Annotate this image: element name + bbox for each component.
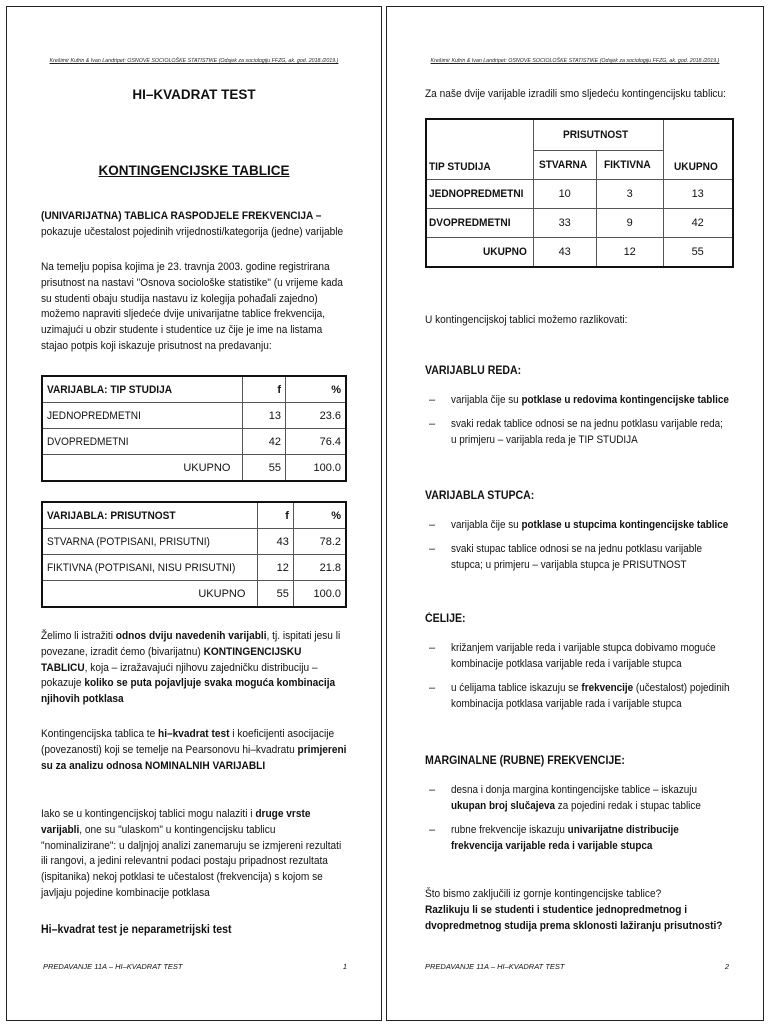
table-header-f: f — [258, 502, 293, 529]
row-variable-label: TIP STUDIJA — [429, 161, 491, 173]
table-header-percent: % — [293, 502, 346, 529]
bullet-dash: – — [429, 418, 436, 430]
footer-page-number: 1 — [342, 962, 347, 971]
cell-f: 13 — [243, 403, 286, 429]
section-heading-cells: ĆELIJE: — [425, 613, 466, 625]
total-label: UKUPNO — [483, 246, 527, 258]
text-run-bold: potklase u stupcima kontingencijske tablice — [521, 519, 729, 531]
list-item — [429, 541, 761, 573]
running-header: Krešimir Kufrin & Ivan Landripet: OSNOVE SOCIOLOŠKE STATISTIKE (Odsjek za sociologiju FFZG, ak. god. 2018./2019.) — [430, 58, 720, 64]
text-run: rubne frekvencije iskazuju — [451, 824, 568, 836]
paragraph-census: Na temelju popisa kojima je 23. travnja 2003. godine registrirana prisutnost na nastavi "Osnova sociološke statistike" (u vrijeme kada su studenti obaju studija nastavu iz kolegija pohađali zajedno) možemo napraviti sljedeće dvije univarijatne tablice frekvencija, uzimajući u obzir studente i studentice uz čije je ime na listama stajao potpis koji iskazuje prisutnost na predavanju: — [41, 261, 343, 352]
contingency-intro: Za naše dvije varijable izradili smo sljedeću kontingencijsku tablicu: — [425, 88, 726, 100]
text-run-bold: hi–kvadrat test — [158, 728, 230, 740]
bullet-dash: – — [429, 784, 436, 796]
table-total-row — [42, 455, 346, 482]
text-run: svaki stupac tablice odnosi se na jednu potklasu varijable stupca; u primjeru – varijabla stupca je PRISUTNOST — [451, 543, 702, 571]
page-1 — [6, 6, 382, 1021]
text-run: varijabla čije su — [451, 394, 522, 406]
table-header-f: f — [243, 376, 286, 403]
conclusion-question — [425, 887, 734, 934]
footer-lecture: PREDAVANJE 11A – HI–KVADRAT TEST — [425, 962, 565, 971]
bullet-dash: – — [429, 824, 436, 836]
row-label: DVOPREDMETNI — [47, 435, 129, 448]
text-run: u ćelijama tablice iskazuju se — [451, 682, 582, 694]
list-item — [429, 416, 761, 448]
row-label: FIKTIVNA (POTPISANI, NISU PRISUTNI) — [47, 561, 236, 574]
table-header-percent: % — [286, 376, 347, 403]
row-label: JEDNOPREDMETNI — [429, 188, 524, 200]
table-total-row — [426, 238, 733, 268]
paragraph-other-variables — [41, 807, 350, 902]
cell-marginal: 13 — [663, 180, 733, 209]
column-header-real: STVARNA — [538, 159, 587, 171]
table-row — [426, 209, 733, 238]
frequency-table-study-type — [41, 375, 347, 482]
cell-percent: 21.8 — [293, 555, 346, 581]
bullet-dash: – — [429, 519, 436, 531]
research-question: Razlikuju li se studenti i studentice jednopredmetnog i dvopredmetnog studija prema sklonosti laž​iranju prisutnosti? — [425, 903, 723, 932]
term-univariate-table: (UNIVARIJATNA) TABLICA RASPODJELE FREKVENCIJA – — [41, 210, 322, 222]
table-row — [42, 403, 346, 429]
row-label: STVARNA (POTPISANI, PRISUTNI) — [47, 535, 210, 548]
paragraph-chi-square-usage — [41, 727, 350, 774]
text-run: (učestalost) pojedinih kombinacija potklasa varijable rada i varijable stupca — [451, 682, 730, 710]
paragraph-relationship — [41, 629, 350, 708]
column-variable-list — [429, 517, 761, 581]
text-run-bold: ukupan broj slučajeva — [451, 800, 555, 812]
table-header-variable: VARIJABLA: TIP STUDIJA — [47, 383, 173, 396]
text-run: varijabla čije su — [451, 519, 522, 531]
section-heading-row-variable: VARIJABLU REDA: — [425, 365, 522, 377]
table-row — [42, 429, 346, 455]
marginal-list — [429, 782, 761, 862]
page-title: HI–KVADRAT TEST — [132, 87, 256, 102]
text-run: , one su "ulaskom" u kontingencijsku tablicu "nominalizirane": u daljnjoj analizi zanemaruju se izmjereni rezultati ili rangovi, a jedini relevantni podaci postaju pripadnost rezultata (ispitanika) nekoj potklasi te učestalost (frekvencija) s kojom se javljaju pojedine kombinacije potklasa — [41, 823, 342, 899]
text-run: svaki redak tablice odnosi se na jednu potklasu varijable reda; u primjeru – varijabla reda je TIP STUDIJA — [451, 418, 723, 446]
cell-marginal: 42 — [663, 209, 733, 238]
total-percent: 100.0 — [293, 581, 346, 608]
text-run-bold: druge vrste varijabli — [41, 808, 311, 836]
cell-f: 12 — [258, 555, 293, 581]
question-line: Što bismo zaključili iz gornje kontingencijske tablice? — [425, 888, 662, 900]
column-header-total: UKUPNO — [673, 161, 718, 173]
running-header: Krešimir Kufrin & Ivan Landripet: OSNOVE SOCIOLOŠKE STATISTIKE (Odsjek za sociologiju FFZG, ak. god. 2018./2019.) — [49, 58, 339, 64]
text-run: , tj. ispitati jesu li povezane, izradit ćemo (bivarijatnu) — [41, 630, 341, 658]
total-percent: 100.0 — [286, 455, 347, 482]
table-header-variable: VARIJABLA: PRISUTNOST — [47, 509, 176, 522]
text-run: desna i donja margina kontingencijske tablice – iskazuju — [451, 784, 698, 796]
table-total-row — [42, 581, 346, 608]
footer-page-number: 2 — [724, 962, 729, 971]
list-item — [429, 392, 761, 408]
total-label: UKUPNO — [42, 581, 258, 608]
total-f: 55 — [258, 581, 293, 608]
list-item — [429, 782, 761, 814]
section-heading-column-variable: VARIJABLA STUPCA: — [425, 490, 535, 502]
text-run: Želimo li istražiti — [41, 630, 116, 642]
bullet-dash: – — [429, 642, 436, 654]
bullet-dash: – — [429, 543, 436, 555]
text-run-bold: potklase u redovima kontingencijske tablice — [521, 394, 729, 406]
cell-f: 43 — [258, 529, 293, 555]
total-label: UKUPNO — [42, 455, 243, 482]
page-2 — [386, 6, 764, 1021]
bullet-dash: – — [429, 682, 436, 694]
table-row — [42, 529, 346, 555]
section-heading-marginal: MARGINALNE (RUBNE) FREKVENCIJE: — [425, 755, 625, 767]
text-run: za pojedini redak i stupac tablice — [554, 800, 701, 812]
paragraph-univariate — [41, 209, 350, 241]
list-item — [429, 517, 761, 533]
text-run: Iako se u kontingencijskoj tablici mogu nalaziti i — [41, 808, 256, 820]
text-run-bold: univarijatne distribucije frekvencija varijable reda i varijable stupca — [451, 824, 679, 852]
table-row — [426, 180, 733, 209]
bullet-dash: – — [429, 394, 436, 406]
cell-marginal: 43 — [533, 238, 596, 268]
cell: 10 — [533, 180, 596, 209]
text-run: , koja – izražavajući njihovu zajedničku distribuciju – pokazuje — [41, 661, 318, 690]
cell-f: 42 — [243, 429, 286, 455]
list-item — [429, 680, 761, 712]
text-run-bold: odnos dviju navedenih varijabli — [115, 630, 267, 642]
text-run: Kontingencijska tablica te — [41, 728, 159, 740]
text-run: i koeficijenti asocijacije (povezanosti) koji se temelje na Pearsonovu hi–kvadratu — [41, 728, 335, 756]
text-run-bold: frekvencije — [581, 682, 634, 694]
row-label: DVOPREDMETNI — [429, 217, 511, 229]
cell-percent: 23.6 — [286, 403, 347, 429]
column-variable-label: PRISUTNOST — [562, 129, 628, 141]
section-title: KONTINGENCIJSKE TABLICE — [98, 163, 290, 178]
cell-percent: 76.4 — [286, 429, 347, 455]
cell-marginal: 12 — [596, 238, 663, 268]
contingency-table — [425, 118, 734, 268]
definition-text: pokazuje učestalost pojedinih vrijednosti/kategorija (jedne) varijable — [41, 225, 344, 238]
cell-grand-total: 55 — [663, 238, 733, 268]
row-label: JEDNOPREDMETNI — [47, 409, 141, 422]
table-row — [42, 555, 346, 581]
row-variable-list — [429, 392, 761, 456]
total-f: 55 — [243, 455, 286, 482]
text-run-bold: primjereni su za analizu odnosa NOMINALNIH VARIJABLI — [41, 743, 347, 772]
text-run-bold: koliko se puta pojavljuje svaka moguća kombinacija njihovih potklasa — [41, 677, 336, 706]
cells-list — [429, 640, 761, 720]
cell: 9 — [596, 209, 663, 238]
cell: 33 — [533, 209, 596, 238]
cell-percent: 78.2 — [293, 529, 346, 555]
list-item — [429, 640, 761, 672]
frequency-table-attendance — [41, 501, 347, 608]
cell: 3 — [596, 180, 663, 209]
distinguish-intro: U kontingencijskoj tablici možemo razlikovati: — [425, 314, 628, 326]
text-run: križanjem varijable reda i varijable stupca dobivamo moguće kombinacije potklasa varijable reda i varijable stupca — [451, 642, 716, 670]
list-item — [429, 822, 761, 854]
nonparametric-statement: Hi–kvadrat test je neparametrijski test — [41, 924, 232, 936]
column-header-fictive: FIKTIVNA — [604, 159, 651, 171]
footer-lecture: PREDAVANJE 11A – HI–KVADRAT TEST — [43, 962, 183, 971]
text-run-bold: KONTINGENCIJSKU TABLICU — [41, 645, 302, 674]
